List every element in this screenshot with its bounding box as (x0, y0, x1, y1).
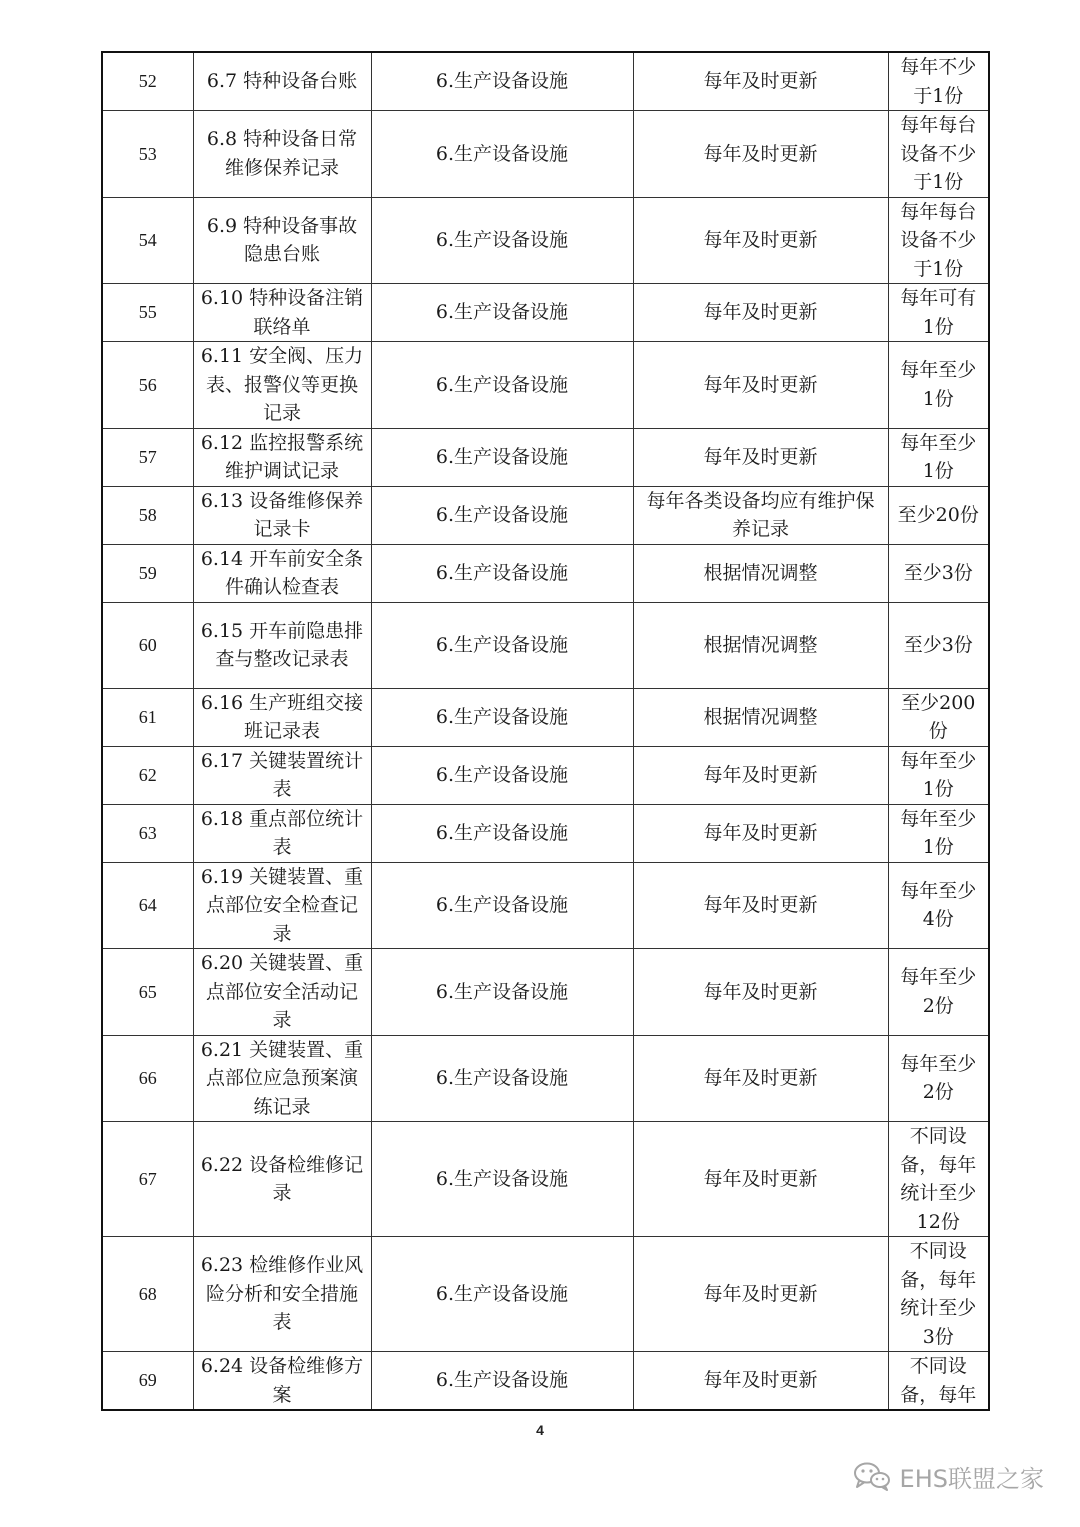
table-row (102, 688, 989, 746)
category-cell: 6.生产设备设施 (371, 52, 633, 111)
quantity-cell: 每年至少1份 (888, 428, 989, 486)
quantity-cell: 至少3份 (888, 602, 989, 688)
quantity-cell: 每年可有1份 (888, 284, 989, 342)
update-requirement-cell: 每年及时更新 (633, 197, 888, 284)
table-row (102, 284, 989, 342)
table-row (102, 1122, 989, 1237)
update-requirement-cell: 每年及时更新 (633, 804, 888, 862)
record-name-cell: 6.9 特种设备事故隐患台账 (193, 197, 371, 284)
record-name-cell: 6.10 特种设备注销联络单 (193, 284, 371, 342)
row-number-cell: 65 (102, 949, 193, 1036)
quantity-cell: 每年至少4份 (888, 862, 989, 949)
quantity-cell: 每年至少1份 (888, 746, 989, 804)
quantity-cell: 不同设备，每年 (888, 1352, 989, 1411)
category-cell: 6.生产设备设施 (371, 1352, 633, 1411)
category-cell: 6.生产设备设施 (371, 688, 633, 746)
row-number-cell: 59 (102, 544, 193, 602)
category-cell: 6.生产设备设施 (371, 746, 633, 804)
quantity-cell: 每年至少1份 (888, 342, 989, 429)
table-row (102, 862, 989, 949)
watermark (852, 1459, 1044, 1493)
table-row (102, 746, 989, 804)
quantity-cell: 每年每台设备不少于1份 (888, 197, 989, 284)
row-number-cell: 66 (102, 1035, 193, 1122)
table-row (102, 1237, 989, 1352)
row-number-cell: 62 (102, 746, 193, 804)
table-row (102, 486, 989, 544)
table-row (102, 52, 989, 111)
row-number-cell: 56 (102, 342, 193, 429)
update-requirement-cell: 每年及时更新 (633, 746, 888, 804)
table-row (102, 949, 989, 1036)
row-number-cell: 69 (102, 1352, 193, 1411)
record-name-cell: 6.19 关键装置、重点部位安全检查记录 (193, 862, 371, 949)
category-cell: 6.生产设备设施 (371, 428, 633, 486)
update-requirement-cell: 每年及时更新 (633, 1237, 888, 1352)
record-name-cell: 6.22 设备检维修记录 (193, 1122, 371, 1237)
record-name-cell: 6.16 生产班组交接班记录表 (193, 688, 371, 746)
category-cell: 6.生产设备设施 (371, 862, 633, 949)
update-requirement-cell: 每年及时更新 (633, 342, 888, 429)
category-cell: 6.生产设备设施 (371, 284, 633, 342)
record-name-cell: 6.7 特种设备台账 (193, 52, 371, 111)
record-name-cell: 6.11 安全阀、压力表、报警仪等更换记录 (193, 342, 371, 429)
update-requirement-cell: 每年及时更新 (633, 1352, 888, 1411)
record-name-cell: 6.17 关键装置统计表 (193, 746, 371, 804)
table-row (102, 197, 989, 284)
row-number-cell: 54 (102, 197, 193, 284)
table-row (102, 544, 989, 602)
update-requirement-cell: 每年及时更新 (633, 949, 888, 1036)
record-name-cell: 6.23 检维修作业风险分析和安全措施表 (193, 1237, 371, 1352)
row-number-cell: 57 (102, 428, 193, 486)
row-number-cell: 68 (102, 1237, 193, 1352)
table-row (102, 804, 989, 862)
quantity-cell: 不同设备，每年统计至少3份 (888, 1237, 989, 1352)
table-row (102, 1352, 989, 1411)
quantity-cell: 至少200份 (888, 688, 989, 746)
category-cell: 6.生产设备设施 (371, 1035, 633, 1122)
update-requirement-cell: 每年及时更新 (633, 111, 888, 198)
category-cell: 6.生产设备设施 (371, 197, 633, 284)
category-cell: 6.生产设备设施 (371, 1122, 633, 1237)
update-requirement-cell: 每年及时更新 (633, 284, 888, 342)
table-row (102, 428, 989, 486)
record-name-cell: 6.18 重点部位统计表 (193, 804, 371, 862)
update-requirement-cell: 每年及时更新 (633, 1122, 888, 1237)
table-body (102, 52, 989, 1410)
document-table (101, 51, 990, 1411)
category-cell: 6.生产设备设施 (371, 486, 633, 544)
watermark-text: EHS联盟之家 (899, 1464, 1044, 1493)
record-name-cell: 6.14 开车前安全条件确认检查表 (193, 544, 371, 602)
row-number-cell: 61 (102, 688, 193, 746)
category-cell: 6.生产设备设施 (371, 544, 633, 602)
update-requirement-cell: 每年及时更新 (633, 52, 888, 111)
quantity-cell: 每年至少2份 (888, 1035, 989, 1122)
quantity-cell: 不同设备，每年统计至少12份 (888, 1122, 989, 1237)
row-number-cell: 67 (102, 1122, 193, 1237)
page-number: 4 (536, 1422, 544, 1438)
wechat-icon (852, 1461, 892, 1491)
record-name-cell: 6.15 开车前隐患排查与整改记录表 (193, 602, 371, 688)
update-requirement-cell: 根据情况调整 (633, 602, 888, 688)
update-requirement-cell: 每年及时更新 (633, 428, 888, 486)
record-name-cell: 6.12 监控报警系统维护调试记录 (193, 428, 371, 486)
row-number-cell: 64 (102, 862, 193, 949)
quantity-cell: 至少20份 (888, 486, 989, 544)
table-row (102, 1035, 989, 1122)
row-number-cell: 58 (102, 486, 193, 544)
quantity-cell: 至少3份 (888, 544, 989, 602)
quantity-cell: 每年至少1份 (888, 804, 989, 862)
update-requirement-cell: 根据情况调整 (633, 688, 888, 746)
table-row (102, 111, 989, 198)
category-cell: 6.生产设备设施 (371, 342, 633, 429)
category-cell: 6.生产设备设施 (371, 602, 633, 688)
record-name-cell: 6.20 关键装置、重点部位安全活动记录 (193, 949, 371, 1036)
record-name-cell: 6.21 关键装置、重点部位应急预案演练记录 (193, 1035, 371, 1122)
row-number-cell: 63 (102, 804, 193, 862)
category-cell: 6.生产设备设施 (371, 949, 633, 1036)
record-name-cell: 6.13 设备维修保养记录卡 (193, 486, 371, 544)
update-requirement-cell: 根据情况调整 (633, 544, 888, 602)
category-cell: 6.生产设备设施 (371, 111, 633, 198)
row-number-cell: 53 (102, 111, 193, 198)
category-cell: 6.生产设备设施 (371, 804, 633, 862)
row-number-cell: 55 (102, 284, 193, 342)
quantity-cell: 每年至少2份 (888, 949, 989, 1036)
update-requirement-cell: 每年各类设备均应有维护保养记录 (633, 486, 888, 544)
record-name-cell: 6.8 特种设备日常维修保养记录 (193, 111, 371, 198)
quantity-cell: 每年每台设备不少于1份 (888, 111, 989, 198)
row-number-cell: 60 (102, 602, 193, 688)
record-name-cell: 6.24 设备检维修方案 (193, 1352, 371, 1411)
row-number-cell: 52 (102, 52, 193, 111)
update-requirement-cell: 每年及时更新 (633, 862, 888, 949)
update-requirement-cell: 每年及时更新 (633, 1035, 888, 1122)
table-row (102, 342, 989, 429)
category-cell: 6.生产设备设施 (371, 1237, 633, 1352)
quantity-cell: 每年不少于1份 (888, 52, 989, 111)
table-row (102, 602, 989, 688)
